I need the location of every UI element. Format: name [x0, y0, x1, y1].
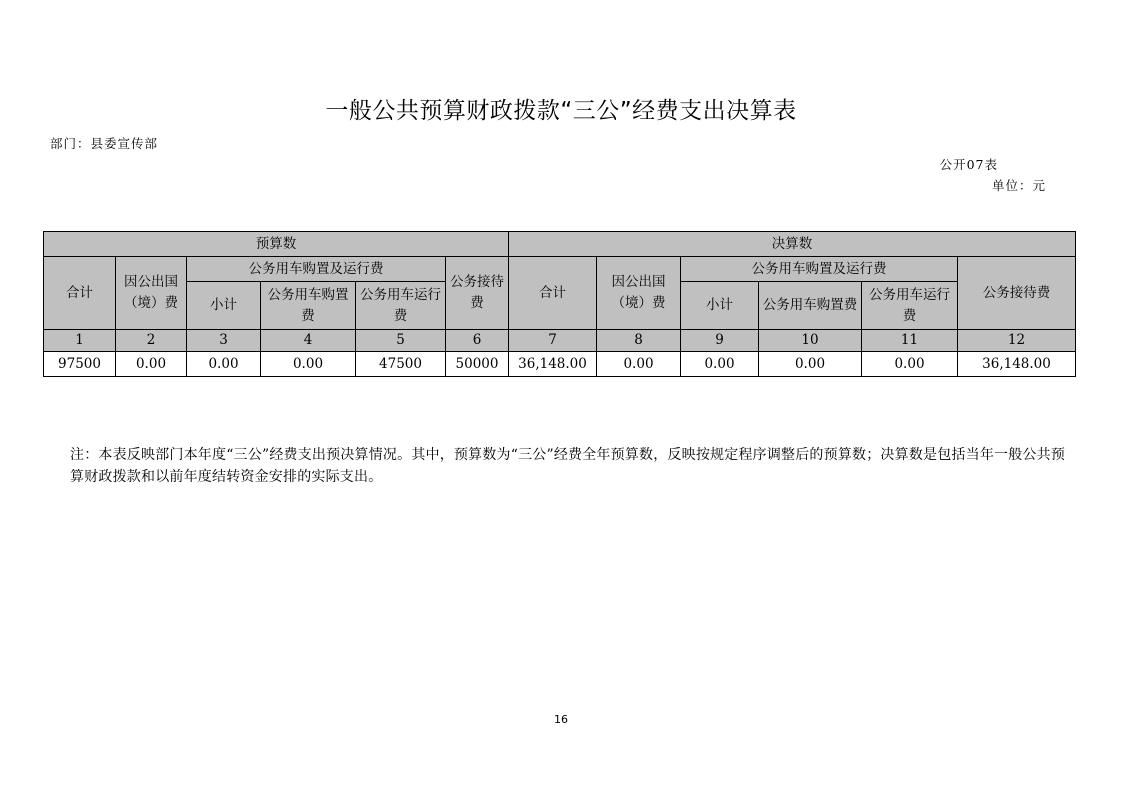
value-cell: 97500 — [44, 352, 116, 377]
three-public-expense-table — [43, 231, 1076, 377]
column-number: 1 — [44, 330, 116, 352]
header-final-group: 决算数 — [509, 232, 1076, 257]
header-final-vehicle-group: 公务用车购置及运行费 — [681, 257, 958, 282]
header-budget-vehicle-operation: 公务用车运行费 — [356, 282, 446, 330]
column-number: 5 — [356, 330, 446, 352]
header-final-vehicle-purchase: 公务用车购置费 — [759, 282, 862, 330]
header-final-vehicle-operation: 公务用车运行费 — [862, 282, 958, 330]
header-budget-subtotal: 小计 — [187, 282, 261, 330]
column-number: 11 — [862, 330, 958, 352]
header-budget-total: 合计 — [44, 257, 116, 330]
header-budget-abroad: 因公出国（境）费 — [116, 257, 187, 330]
column-number: 10 — [759, 330, 862, 352]
value-cell: 0.00 — [187, 352, 261, 377]
table-row — [44, 352, 1076, 377]
column-number: 6 — [446, 330, 509, 352]
value-cell: 36,148.00 — [958, 352, 1076, 377]
value-cell: 36,148.00 — [509, 352, 597, 377]
column-number: 12 — [958, 330, 1076, 352]
column-number: 4 — [261, 330, 356, 352]
column-number: 2 — [116, 330, 187, 352]
table-number-label: 公开07表 — [939, 157, 998, 172]
header-final-abroad: 因公出国（境）费 — [597, 257, 681, 330]
value-cell: 50000 — [446, 352, 509, 377]
column-number: 3 — [187, 330, 261, 352]
value-cell: 47500 — [356, 352, 446, 377]
header-budget-reception: 公务接待费 — [446, 257, 509, 330]
column-number: 7 — [509, 330, 597, 352]
header-budget-vehicle-purchase: 公务用车购置费 — [261, 282, 356, 330]
department-label: 部门：县委宣传部 — [50, 136, 159, 151]
header-final-total: 合计 — [509, 257, 597, 330]
value-cell: 0.00 — [681, 352, 759, 377]
table-note: 注：本表反映部门本年度“三公”经费支出预决算情况。其中，预算数为“三公”经费全年预算数，反映按规定程序调整后的预算数；决算数是包括当年一般公共预算财政拨款和以前年度结转资金安排的实际支出。 — [70, 447, 1066, 485]
header-budget-group: 预算数 — [44, 232, 509, 257]
value-cell: 0.00 — [261, 352, 356, 377]
header-final-subtotal: 小计 — [681, 282, 759, 330]
value-cell: 0.00 — [759, 352, 862, 377]
page-title: 一般公共预算财政拨款“三公”经费支出决算表 — [325, 98, 797, 124]
header-budget-vehicle-group: 公务用车购置及运行费 — [187, 257, 446, 282]
header-final-reception: 公务接待费 — [958, 257, 1076, 330]
page-number: 16 — [554, 713, 568, 726]
value-cell: 0.00 — [116, 352, 187, 377]
column-number: 9 — [681, 330, 759, 352]
value-cell: 0.00 — [862, 352, 958, 377]
value-cell: 0.00 — [597, 352, 681, 377]
column-number: 8 — [597, 330, 681, 352]
unit-label: 单位：元 — [991, 178, 1046, 193]
